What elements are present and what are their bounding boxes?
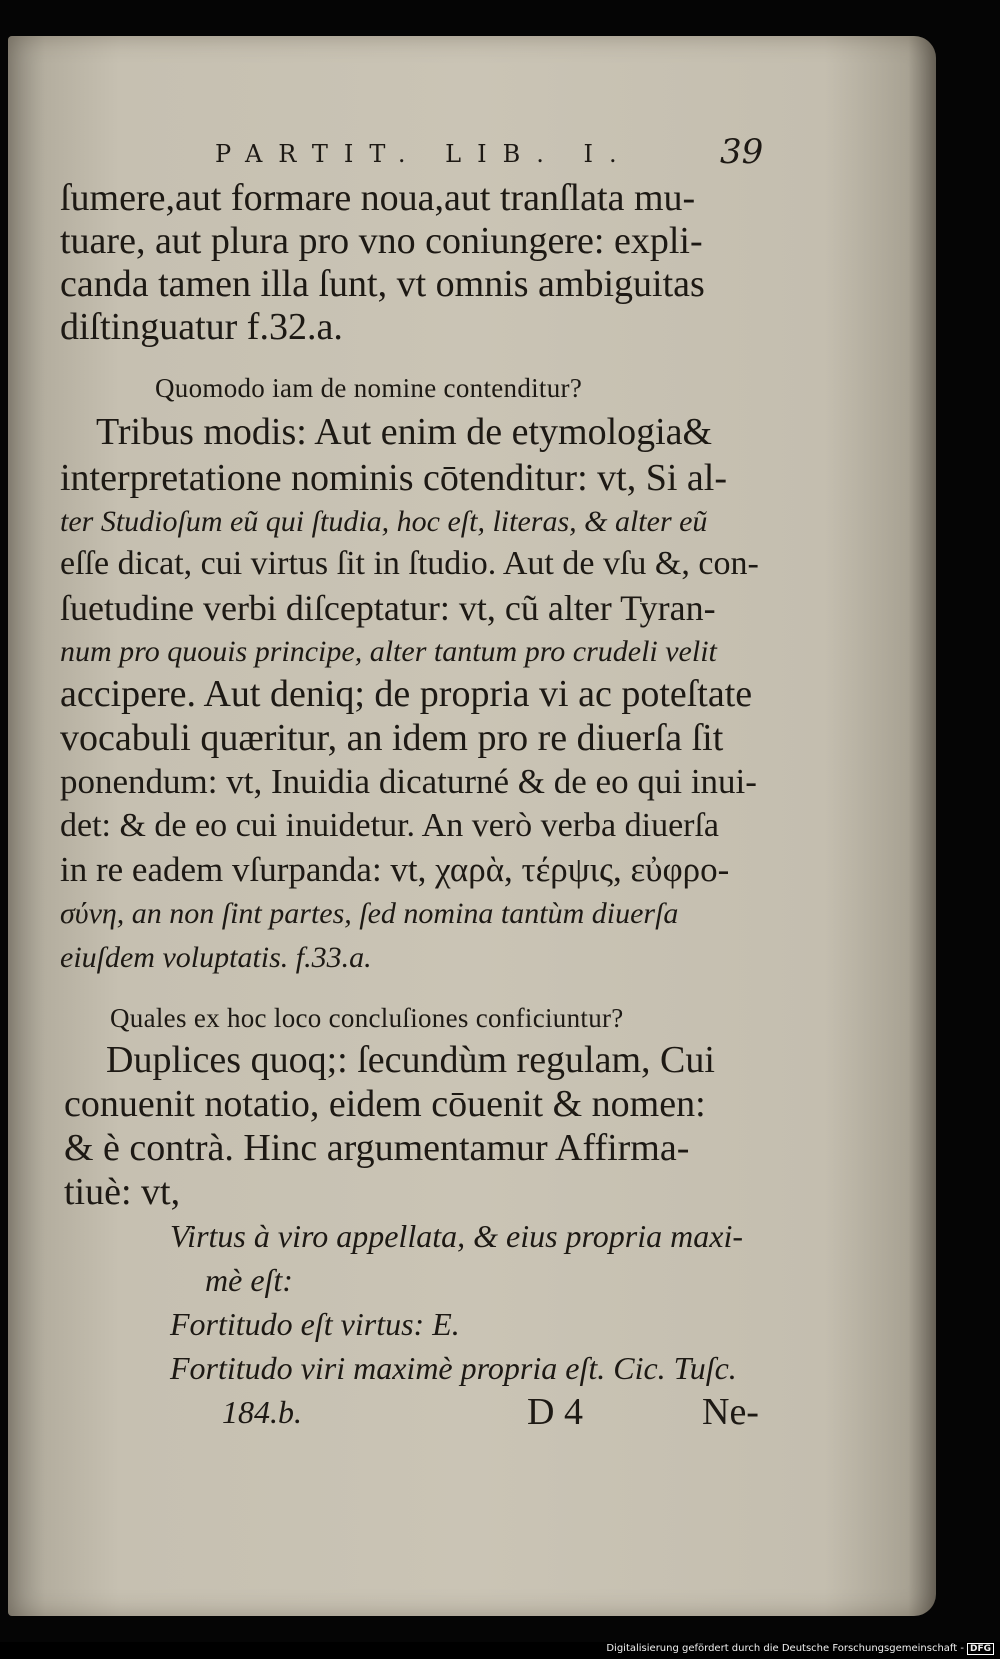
text-line-9: eſſe dicat, cui virtus ſit in ſtudio. Aut de vſu &, con-	[60, 545, 759, 582]
text-line-12: accipere. Aut deniq; de propria vi ac poteſtate	[60, 673, 753, 715]
question-heading-2: Quales ex hoc loco concluſiones conficiuntur?	[110, 1003, 624, 1033]
text-line-1: ſumere,aut formare noua,aut tranſlata mu-	[60, 177, 696, 219]
text-line-20: Duplices quoq;: ſecundùm regulam, Cui	[106, 1039, 715, 1081]
text-line-6: Tribus modis: Aut enim de etymologia&	[96, 411, 713, 453]
text-line-13: vocabuli quæritur, an idem pro re diuerſa ſit	[60, 717, 724, 759]
text-line-14: ponendum: vt, Inuidia dicaturné & de eo qui inui-	[60, 762, 757, 801]
text-line-16: in re eadem vſurpanda: vt, χαρὰ, τέρψις, εὐφρο-	[60, 850, 730, 889]
page-number: 39	[720, 132, 764, 172]
text-line-7: interpretatione nominis cōtenditur: vt, Si al-	[60, 457, 727, 499]
credit-text: Digitalisierung gefördert durch die Deutsche Forschungsgemeinschaft -	[606, 1643, 964, 1654]
syllogism-line-4: Fortitudo viri maximè propria eſt. Cic. Tuſc.	[170, 1350, 737, 1386]
catchword: Ne-	[702, 1391, 759, 1433]
syllogism-line-1: Virtus à viro appellata, & eius propria maxi-	[170, 1218, 743, 1254]
signature-mark: D 4	[527, 1391, 583, 1433]
text-line-23: tiuè: vt,	[64, 1171, 181, 1213]
text-line-8: ter Studioſum eũ qui ſtudia, hoc eſt, literas, & alter eũ	[60, 505, 708, 538]
digitization-credit	[606, 1643, 994, 1655]
syllogism-line-3: Fortitudo eſt virtus: E.	[170, 1306, 460, 1342]
text-line-11: num pro quouis principe, alter tantum pro crudeli velit	[60, 635, 717, 668]
text-line-3: canda tamen illa ſunt, vt omnis ambiguitas	[60, 263, 705, 305]
running-title: PARTIT. LIB. I.	[215, 140, 633, 168]
text-line-2: tuare, aut plura pro vno coniungere: expli-	[60, 220, 703, 262]
syllogism-line-2: mè eſt:	[205, 1262, 293, 1298]
text-line-21: conuenit notatio, eidem cōuenit & nomen:	[64, 1083, 706, 1125]
text-line-4: diſtinguatur f.32.a.	[60, 306, 343, 348]
text-line-17: σύνη, an non ſint partes, ſed nomina tantùm diuerſa	[60, 897, 679, 930]
question-heading-1: Quomodo iam de nomine contenditur?	[155, 373, 583, 403]
text-line-18: eiuſdem voluptatis. f.33.a.	[60, 941, 372, 974]
text-line-15: det: & de eo cui inuidetur. An verò verba diuerſa	[60, 807, 720, 844]
citation: 184.b.	[222, 1394, 302, 1430]
text-line-22: & è contrà. Hinc argumentamur Affirma-	[64, 1127, 690, 1169]
dfg-logo: DFG	[967, 1643, 994, 1655]
text-line-10: ſuetudine verbi diſceptatur: vt, cũ alter Tyran-	[60, 588, 716, 628]
